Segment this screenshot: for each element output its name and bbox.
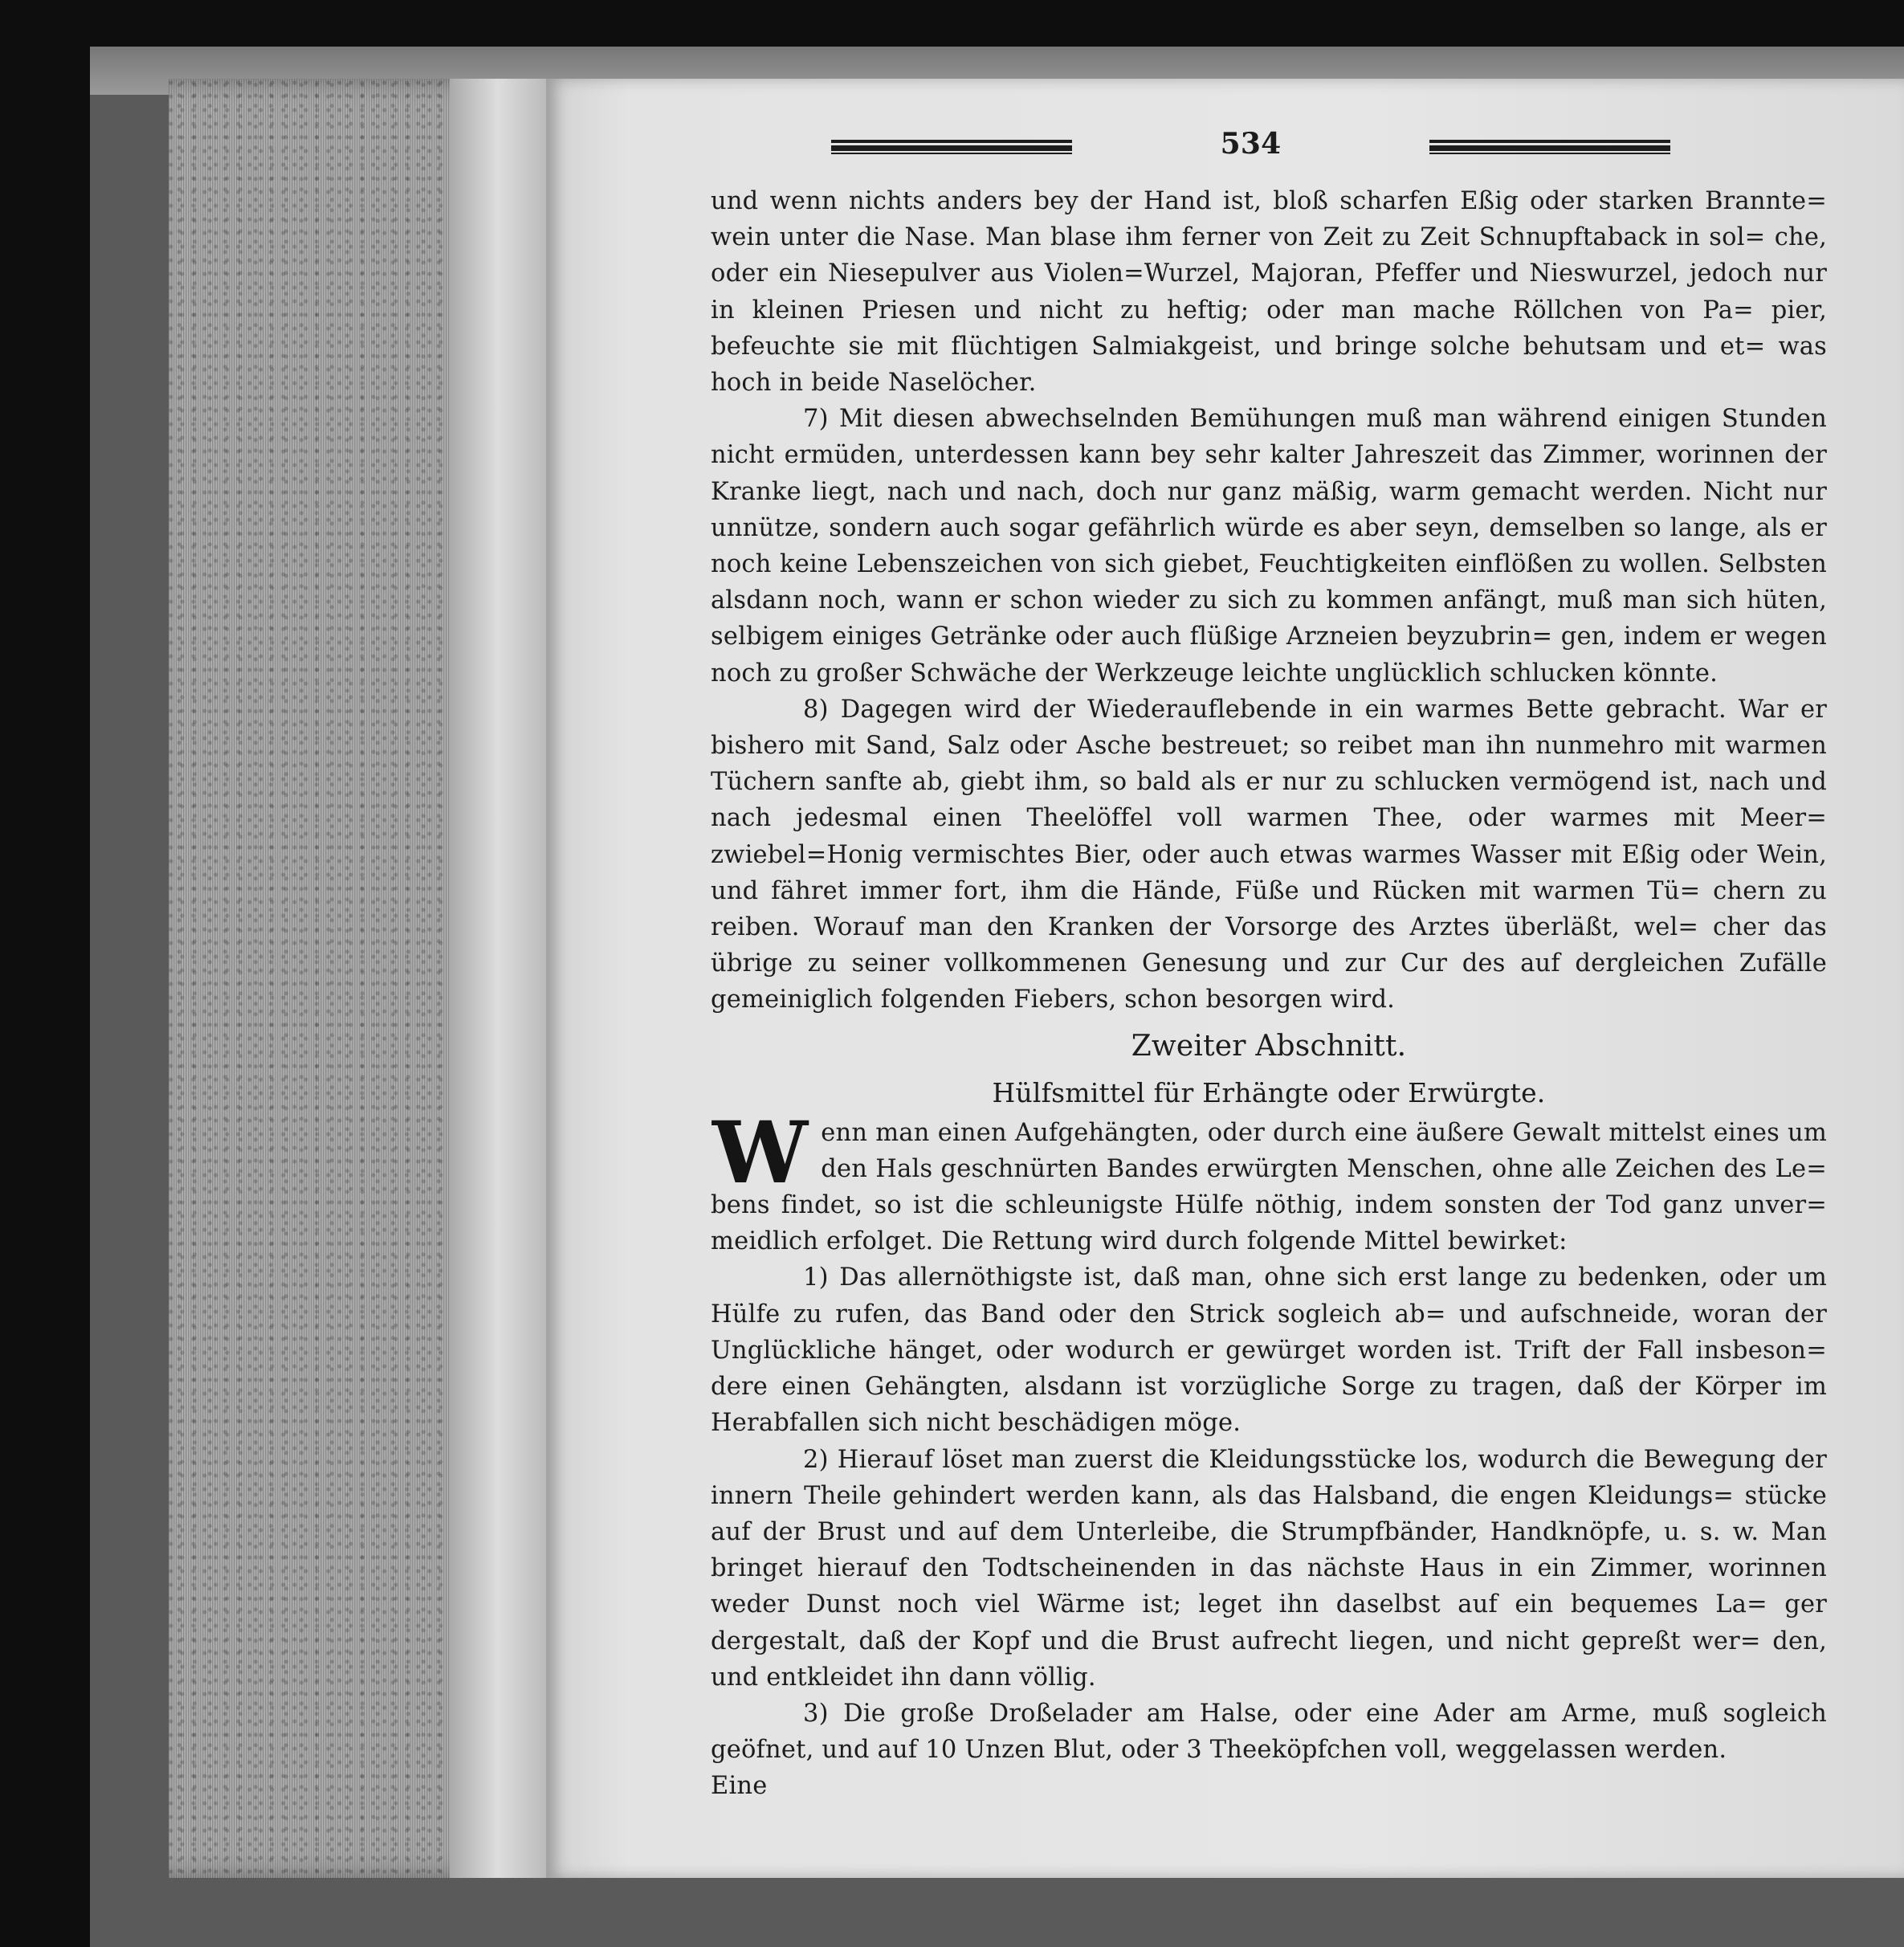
header-rule-right [1429, 137, 1670, 154]
page-header [711, 125, 1827, 183]
page-gutter [450, 79, 546, 1878]
paragraph-7: 7) Mit diesen abwechselnden Bemühungen muß man während einigen Stunden nicht ermüden, unterdessen kann bey sehr kalter Jahreszeit das Zimmer, worinnen der Kranke liegt, nach und nach, doch nur ganz mäßig, warm gemacht werden. Nicht nur unnütze, sondern auch sogar gefährlich würde es aber seyn, demselben so lange, als er noch keine Lebenszeichen von sich giebet, Feuchtigkeiten einflößen zu wollen. Selbsten alsdann noch, wann er schon wieder zu sich zu kommen anfängt, muß man sich hüten, selbigem einiges Getränke oder auch flüßige Arzneien beyzubrin= gen, indem er wegen noch zu großer Schwäche der Werkzeuge leichte unglücklich schlucken könnte. [711, 405, 1827, 688]
paragraph-q3: 3) Die große Droßelader am Halse, oder eine Ader am Arme, muß sogleich geöfnet, und auf 10 Unzen Blut, oder 3 Theeköpfchen voll, weggelassen werden. [711, 1699, 1827, 1765]
book-page [546, 79, 1904, 1878]
paragraph-continuation: und wenn nichts anders bey der Hand ist, bloß scharfen Eßig oder starken Brannte= wein unter die Nase. Man blase ihm ferner von Zeit zu Zeit Schnupftaback in sol= che, oder ein Niesepulver aus Violen=Wurzel, Majoran, Pfeffer und Nieswurzel, jedoch nur in kleinen Priesen und nicht zu heftig; oder man mache Röllchen von Pa= pier, befeuchte sie mit flüchtigen Salmiakgeist, und bringe solche behutsam und et= was hoch in beide Naselöcher. [711, 187, 1827, 398]
drop-cap: W [712, 1101, 809, 1202]
paragraph-q1: 1) Das allernöthigste ist, daß man, ohne sich erst lange zu bedenken, oder um Hülfe zu rufen, das Band oder den Strick sogleich ab= und aufschneide, woran der Unglückliche hänget, oder wodurch er gewürget worden ist. Trift der Fall insbeson= dere einen Gehängten, alsdann ist vorzügliche Sorge zu tragen, daß der Körper im Herabfallen sich nicht beschädigen möge. [711, 1263, 1827, 1438]
paragraph-8: 8) Dagegen wird der Wiederauflebende in ein warmes Bette gebracht. War er bishero mit Sand, Salz oder Asche bestreuet; so reibet man ihn nunmehro mit warmen Tüchern sanfte ab, giebt ihm, so bald als er nur zu schlucken vermögend ist, nach und nach jedesmal einen Theelöffel voll warmen Thee, oder warmes mit Meer= zwiebel=Honig vermischtes Bier, oder auch etwas warmes Wasser mit Eßig oder Wein, und fähret immer fort, ihm die Hände, Füße und Rücken mit warmen Tü= chern zu reiben. Worauf man den Kranken der Vorsorge des Arztes überläßt, wel= cher das übrige zu seiner vollkommenen Genesung und zur Cur des auf dergleichen Zufälle gemeiniglich folgenden Fiebers, schon besorgen wird. [711, 695, 1827, 1014]
paragraph-q2: 2) Hierauf löset man zuerst die Kleidungsstücke los, wodurch die Bewegung der innern Theile gehindert werden kann, als das Halsband, die engen Kleidungs= stücke auf der Brust und auf dem Unterleibe, die Strumpfbänder, Handknöpfe, u. s. w. Man bringet hierauf den Todtscheinenden in das nächste Haus in ein Zimmer, worinnen weder Dunst noch viel Wärme ist; leget ihn daselbst auf ein bequemes La= ger dergestalt, daß der Kopf und die Brust aufrecht liegen, und nicht gepreßt wer= den, und entkleidet ihn dann völlig. [711, 1445, 1827, 1692]
catchword: Eine [711, 1772, 768, 1801]
page-text [711, 125, 1827, 1805]
page-number: 534 [1220, 127, 1282, 161]
section-intro-text: enn man einen Aufgehängten, oder durch eine äußere Gewalt mittelst eines um den Hals geschnürten Bandes erwürgten Menschen, ohne alle Zeichen des Le= bens findet, so ist die schleunigste Hülfe nöthig, indem sonsten der Tod ganz unver= meidlich erfolget. Die Rettung wird durch folgende Mittel bewirket: [711, 1118, 1827, 1256]
section-subtitle: Hülfsmittel für Erhängte oder Erwürgte. [992, 1076, 1546, 1108]
section-intro [711, 1101, 1827, 1260]
section-title: Zweiter Abschnitt. [1131, 1029, 1407, 1063]
